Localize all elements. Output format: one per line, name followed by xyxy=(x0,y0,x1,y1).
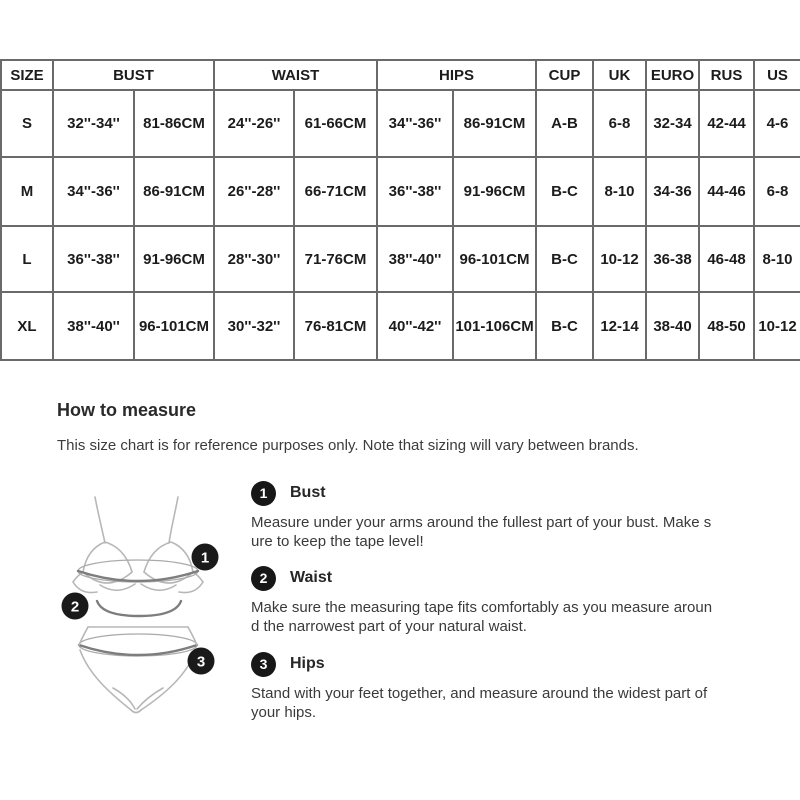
bikini-measurement-diagram xyxy=(55,475,245,725)
svg-text:1: 1 xyxy=(200,549,210,567)
cell-uk: 12-14 xyxy=(593,292,646,360)
cell-hips-in: 38''-40'' xyxy=(377,226,453,292)
measure-band-lines xyxy=(78,571,198,655)
cell-hips-in: 40''-42'' xyxy=(377,292,453,360)
cell-euro: 34-36 xyxy=(646,157,699,226)
diagram-marker-3 xyxy=(188,648,215,675)
cell-waist-in: 28''-30'' xyxy=(214,226,294,292)
step-description xyxy=(251,599,771,636)
cell-uk: 8-10 xyxy=(593,157,646,226)
cell-us: 8-10 xyxy=(754,226,800,292)
cell-cup: B-C xyxy=(536,226,593,292)
bikini-bottom-sketch xyxy=(79,627,197,713)
size-chart-table xyxy=(0,59,800,361)
cell-bust-cm: 96-101CM xyxy=(134,292,214,360)
cell-uk: 6-8 xyxy=(593,90,646,157)
step-number-badge: 1 xyxy=(251,481,276,506)
cell-euro: 36-38 xyxy=(646,226,699,292)
cell-waist-in: 26''-28'' xyxy=(214,157,294,226)
cell-size: L xyxy=(1,226,53,292)
table-row-l xyxy=(1,226,800,292)
measure-step-waist xyxy=(251,565,771,636)
step-description-line: Make sure the measuring tape fits comfortably as you measure aroun xyxy=(251,599,713,616)
cell-rus: 44-46 xyxy=(699,157,754,226)
header-size: SIZE xyxy=(1,60,53,90)
cell-waist-cm: 61-66CM xyxy=(294,90,377,157)
cell-size: XL xyxy=(1,292,53,360)
cell-us: 6-8 xyxy=(754,157,800,226)
measure-band-outlines xyxy=(78,560,198,656)
header-us: US xyxy=(754,60,800,90)
cell-size: S xyxy=(1,90,53,157)
cell-waist-in: 30''-32'' xyxy=(214,292,294,360)
cell-hips-cm: 96-101CM xyxy=(453,226,536,292)
header-hips: HIPS xyxy=(377,60,536,90)
cell-us: 4-6 xyxy=(754,90,800,157)
cell-cup: B-C xyxy=(536,292,593,360)
step-description xyxy=(251,685,771,722)
header-uk: UK xyxy=(593,60,646,90)
step-number-badge: 3 xyxy=(251,652,276,677)
header-waist: WAIST xyxy=(214,60,377,90)
measure-step-bust xyxy=(251,480,771,551)
cell-waist-cm: 66-71CM xyxy=(294,157,377,226)
table-row-s xyxy=(1,90,800,157)
cell-hips-cm: 86-91CM xyxy=(453,90,536,157)
cell-us: 10-12 xyxy=(754,292,800,360)
step-description xyxy=(251,514,771,551)
svg-text:2: 2 xyxy=(70,598,80,616)
cell-bust-in: 36''-38'' xyxy=(53,226,134,292)
cell-hips-in: 34''-36'' xyxy=(377,90,453,157)
cell-waist-in: 24''-26'' xyxy=(214,90,294,157)
cell-waist-cm: 71-76CM xyxy=(294,226,377,292)
cell-rus: 48-50 xyxy=(699,292,754,360)
cell-hips-cm: 91-96CM xyxy=(453,157,536,226)
step-description-line: your hips. xyxy=(251,703,317,721)
cell-rus: 42-44 xyxy=(699,90,754,157)
cell-waist-cm: 76-81CM xyxy=(294,292,377,360)
step-description-line: d the narrowest part of your natural waist. xyxy=(251,617,527,635)
header-cup: CUP xyxy=(536,60,593,90)
step-number-badge: 2 xyxy=(251,566,276,591)
diagram-marker-1 xyxy=(192,544,219,571)
diagram-marker-2 xyxy=(62,593,89,620)
step-label: Bust xyxy=(290,484,326,501)
svg-text:3: 3 xyxy=(196,653,206,671)
cell-bust-cm: 81-86CM xyxy=(134,90,214,157)
cell-cup: A-B xyxy=(536,90,593,157)
table-row-m xyxy=(1,157,800,226)
cell-bust-in: 38''-40'' xyxy=(53,292,134,360)
cell-uk: 10-12 xyxy=(593,226,646,292)
cell-rus: 46-48 xyxy=(699,226,754,292)
table-row-xl xyxy=(1,292,800,360)
cell-bust-cm: 86-91CM xyxy=(134,157,214,226)
cell-bust-in: 34''-36'' xyxy=(53,157,134,226)
cell-cup: B-C xyxy=(536,157,593,226)
cell-size: M xyxy=(1,157,53,226)
step-description-line: ure to keep the tape level! xyxy=(251,532,424,550)
step-description-line: Measure under your arms around the fullest part of your bust. Make s xyxy=(251,514,712,531)
cell-bust-in: 32''-34'' xyxy=(53,90,134,157)
step-label: Hips xyxy=(290,655,325,672)
measure-step-hips xyxy=(251,651,771,722)
cell-euro: 32-34 xyxy=(646,90,699,157)
step-description-line: Stand with your feet together, and measure around the widest part of xyxy=(251,685,708,702)
header-euro: EURO xyxy=(646,60,699,90)
how-to-measure-title: How to measure xyxy=(57,400,197,420)
table-header-row xyxy=(1,60,800,90)
how-to-measure-intro: This size chart is for reference purposes only. Note that sizing will vary between brands. xyxy=(57,437,639,454)
header-bust: BUST xyxy=(53,60,214,90)
cell-hips-cm: 101-106CM xyxy=(453,292,536,360)
cell-euro: 38-40 xyxy=(646,292,699,360)
cell-bust-cm: 91-96CM xyxy=(134,226,214,292)
cell-hips-in: 36''-38'' xyxy=(377,157,453,226)
step-label: Waist xyxy=(290,569,333,586)
header-rus: RUS xyxy=(699,60,754,90)
